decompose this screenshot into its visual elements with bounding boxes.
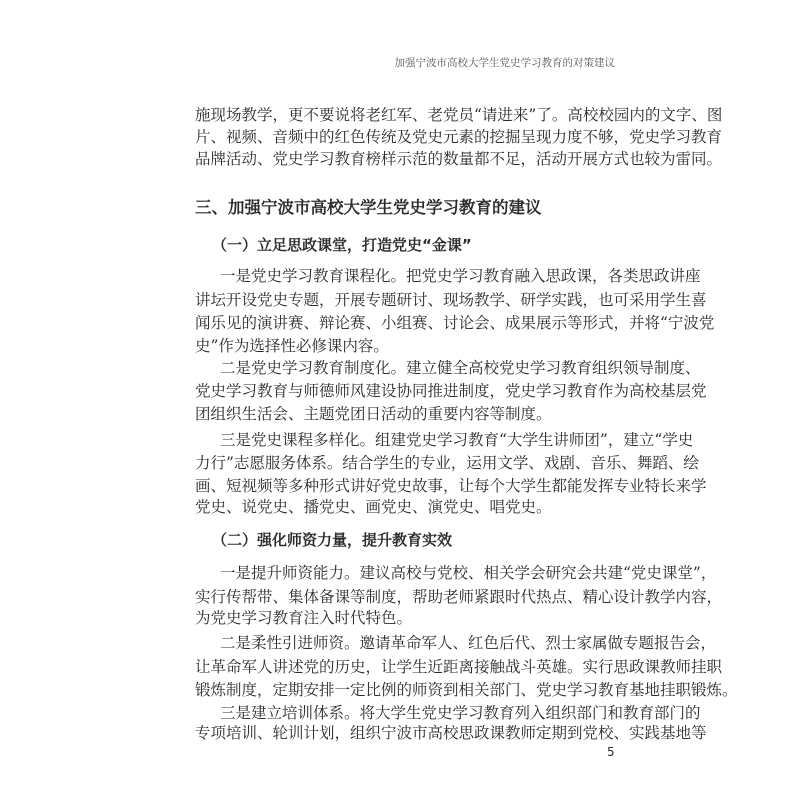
body-line: 党史、说党史、播党史、画党史、演党史、唱党史。 — [195, 498, 552, 516]
body-line: 二是党史学习教育制度化。建立健全高校党史学习教育组织领导制度、 — [220, 359, 701, 377]
body-line: 实行传帮带、集体备课等制度，帮助老师紧跟时代热点、精心设计教学内容， — [195, 588, 723, 606]
body-line: 画、短视频等多种形式讲好党史故事，让每个大学生都能发挥专业特长来学 — [195, 477, 707, 495]
body-line: 闻乐见的演讲赛、辩论赛、小组赛、讨论会、成果展示等形式，并将“宁波党 — [195, 314, 715, 332]
subsection-heading: （一）立足思政课堂，打造党史“金课” — [212, 236, 472, 254]
body-line: 三是建立培训体系。将大学生党史学习教育列入组织部门和教育部门的 — [220, 704, 701, 722]
page-number: 5 — [607, 745, 615, 759]
body-line: 为党史学习教育注入时代特色。 — [195, 609, 413, 627]
body-line: 品牌活动、党史学习教育榜样示范的数量都不足，活动开展方式也较为雷同。 — [195, 150, 723, 168]
running-header: 加强宁波市高校大学生党史学习教育的对策建议 — [394, 57, 615, 69]
body-line: 让革命军人讲述党的历史，让学生近距离接触战斗英雄。实行思政课教师挂职 — [195, 658, 723, 676]
body-line: 力行”志愿服务体系。结合学生的专业，运用文学、戏剧、音乐、舞蹈、绘 — [195, 454, 699, 472]
body-line: 一是党史学习教育课程化。把党史学习教育融入思政课，各类思政讲座 — [220, 267, 701, 285]
body-line: 团组织生活会、主题党团日活动的重要内容等制度。 — [195, 405, 552, 423]
body-line: 专项培训、轮训计划，组织宁波市高校思政课教师定期到党校、实践基地等 — [195, 724, 707, 742]
body-line: 二是柔性引进师资。邀请革命军人、红色后代、烈士家属做专题报告会， — [220, 634, 717, 652]
body-line: 一是提升师资能力。建议高校与党校、相关学会研究会共建“党史课堂”， — [220, 564, 717, 582]
section-heading: 三、加强宁波市高校大学生党史学习教育的建议 — [195, 198, 542, 217]
body-line: 锻炼制度，定期安排一定比例的师资到相关部门、党史学习教育基地挂职锻炼。 — [195, 681, 738, 699]
body-line: 讲坛开设党史专题，开展专题研讨、现场教学、研学实践，也可采用学生喜 — [195, 291, 707, 309]
body-line: 三是党史课程多样化。组建党史学习教育“大学生讲师团”，建立“学史 — [220, 431, 694, 449]
body-line: 施现场教学，更不要说将老红军、老党员“请进来”了。高校校园内的文字、图 — [195, 106, 723, 124]
subsection-heading: （二）强化师资力量，提升教育实效 — [212, 531, 453, 549]
body-line: 片、视频、音频中的红色传统及党史元素的挖掘呈现力度不够，党史学习教育 — [195, 128, 723, 146]
body-line: 史”作为选择性必修课内容。 — [195, 337, 389, 355]
body-line: 党史学习教育与师德师风建设协同推进制度，党史学习教育作为高校基层党 — [195, 382, 707, 400]
